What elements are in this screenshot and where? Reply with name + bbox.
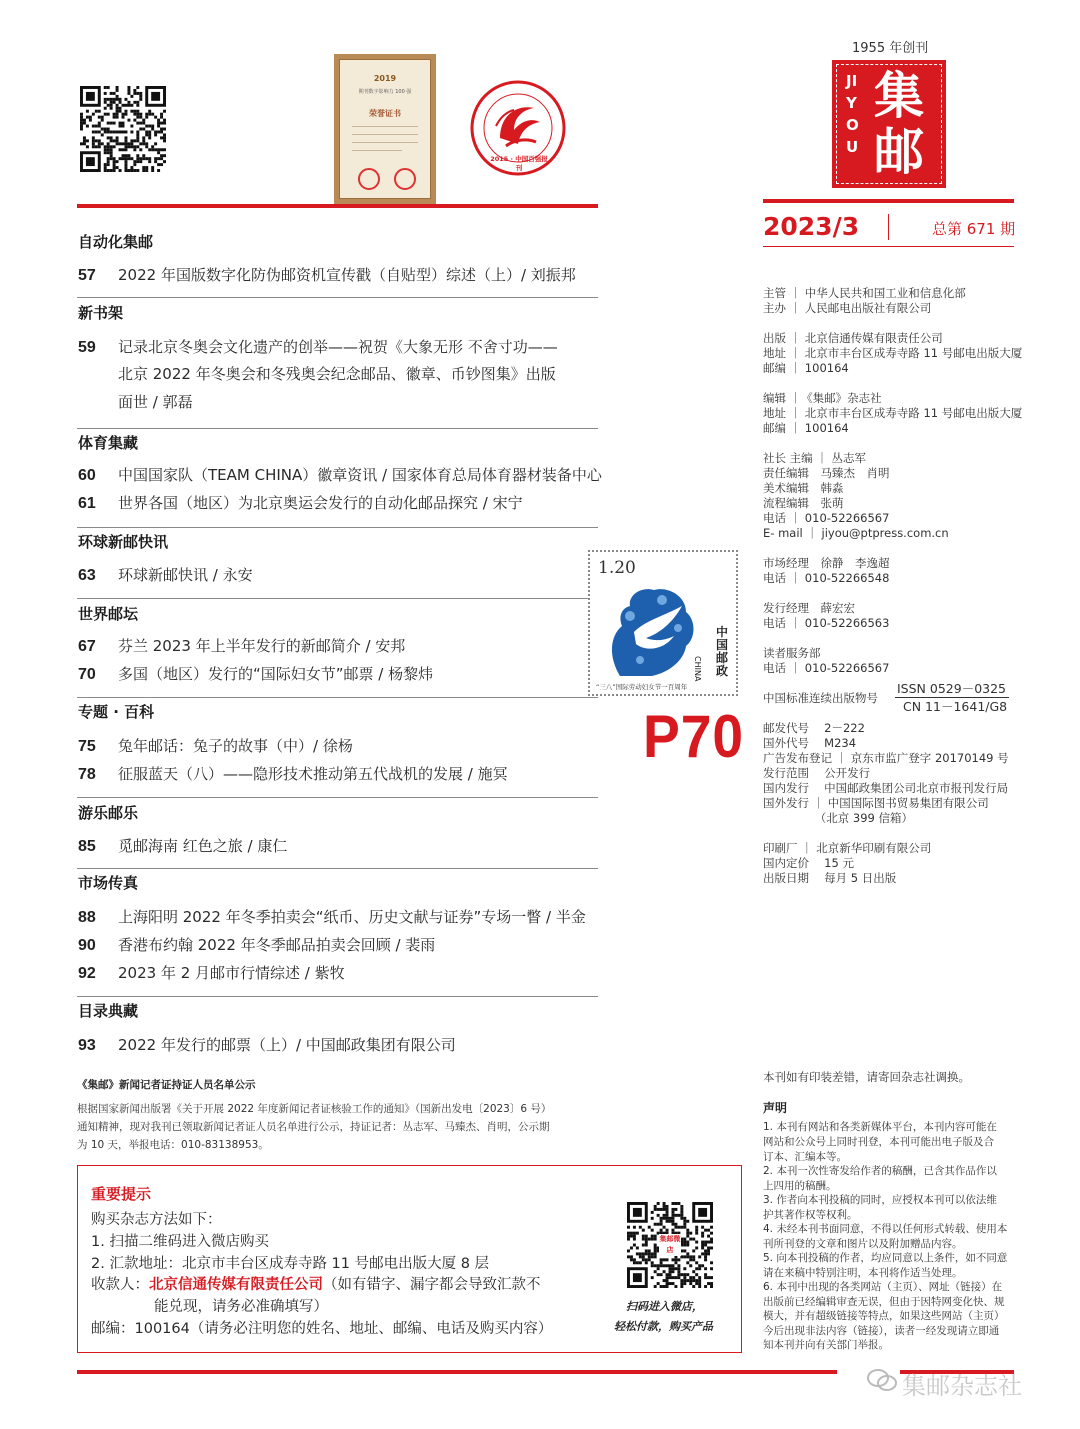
section-title: 专题 · 百科 (78, 703, 155, 721)
section-title: 体育集藏 (78, 434, 139, 452)
toc-entry-continued: 北京 2022 年冬奥会和冬残奥会纪念邮品、徽章、币钞图集》出版 (118, 365, 556, 383)
toc-entry[interactable]: 60 中国国家队（TEAM CHINA）徽章资讯 / 国家体育总局体育器材装备中心 (78, 466, 602, 484)
stamp-country-cn: 中国邮政 (716, 625, 729, 678)
notice-intro: 购买杂志方法如下： (91, 1212, 222, 1228)
info-line: 社长 主编 ｜ 丛志军 (763, 451, 866, 465)
press-card-line: 为 10 天，举报电话：010-83138953。 (77, 1139, 269, 1151)
press-card-line: 通知精神，现对我刊已领取新闻记者证人员名单进行公示，持证记者：丛志军、马臻杰、肖明，公示期 (77, 1121, 550, 1133)
info-line: 流程编辑 张萌 (763, 496, 844, 510)
red-seal-icon (394, 168, 416, 190)
toc-entry[interactable]: 93 2022 年发行的邮票（上）/ 中国邮政集团有限公司 (78, 1036, 456, 1054)
info-line: 电话 ｜ 010-52266567 (763, 511, 890, 525)
payee-line: 收款人：北京信通传媒有限责任公司（如有错字、漏字都会导致汇款不 (91, 1277, 541, 1293)
statement-title: 声明 (763, 1101, 788, 1115)
info-line: 主办 ｜ 人民邮电出版社有限公司 (763, 301, 932, 315)
section-title: 自动化集邮 (78, 233, 154, 251)
info-line: 国外发行 ｜ 中国国际图书贸易集团有限公司 (763, 796, 989, 810)
info-line: 邮发代号 2－222 (763, 721, 865, 735)
info-line: 邮编 ｜ 100164 (763, 361, 849, 375)
misprint-note: 本刊如有印装差错，请寄回杂志社调换。 (763, 1070, 970, 1084)
info-line: 出版日期 每月 5 日出版 (763, 871, 897, 885)
notice-line: 1. 扫描二维码进入微店购买 (91, 1234, 269, 1250)
info-line: 责任编辑 马臻杰 肖明 (763, 466, 890, 480)
emblem-text: 2015 · 中国百强报刊 (490, 155, 548, 172)
info-line: 国外代号 M234 (763, 736, 857, 750)
logo-text: 集邮 (874, 66, 924, 181)
info-line: 电话 ｜ 010-52266563 (763, 616, 890, 630)
info-line: 广告发布登记 ｜ 京东市监广登字 20170149 号 (763, 751, 1009, 765)
info-line: 邮编 ｜ 100164 (763, 421, 849, 435)
toc-entry[interactable]: 57 2022 年国版数字化防伪邮资机宣传戳（自贴型）综述（上）/ 刘振邦 (78, 266, 576, 284)
section-title: 目录典藏 (78, 1002, 139, 1020)
notice-postcode: 邮编：100164（请务必注明您的姓名、地址、邮编、电话及购买内容） (91, 1321, 553, 1337)
toc-entry[interactable]: 59 记录北京冬奥会文化遗产的创举——祝贺《大象无形 不舍寸功—— (78, 338, 558, 356)
toc-entry[interactable]: 78 征服蓝天（八）——隐形技术推动第五代战机的发展 / 施冥 (78, 765, 508, 783)
toc-entry[interactable]: 75 兔年邮话：兔子的故事（中）/ 徐杨 (78, 737, 353, 755)
info-line: 读者服务部 (763, 646, 821, 660)
info-line: 市场经理 徐静 李逸超 (763, 556, 890, 570)
section-title: 市场传真 (78, 874, 139, 892)
weidian-qr-code[interactable] (627, 1202, 713, 1288)
toc-entry[interactable]: 63 环球新邮快讯 / 永安 (78, 566, 253, 584)
honor-certificate (334, 54, 436, 204)
cn-number: CN 11－1641/G8 (903, 699, 1008, 714)
info-line: 地址 ｜ 北京市丰台区成寿寺路 11 号邮电出版大厦 (763, 406, 1023, 420)
total-issue: 总第 671 期 (932, 220, 1016, 238)
toc-entry[interactable]: 92 2023 年 2 月邮市行情综述 / 紫牧 (78, 964, 345, 982)
press-card-line: 根据国家新闻出版署《关于开展 2022 年度新闻记者证核验工作的通知》（国新出发电〔2023〕6 号） (77, 1103, 552, 1115)
info-line: 国内发行 中国邮政集团公司北京市报刊发行局 (763, 781, 1009, 795)
email-link[interactable]: E- mail ｜ jiyou@ptpress.com.cn (763, 526, 949, 540)
info-line: 编辑 ｜《集邮》杂志社 (763, 391, 882, 405)
watermark-text: 集邮杂志社 (902, 1372, 1022, 1400)
section-title: 新书架 (78, 304, 124, 322)
toc-entry[interactable]: 67 芬兰 2023 年上半年发行的新邮简介 / 安邦 (78, 637, 406, 655)
jiyou-logo (832, 60, 946, 188)
notice-line: 能兑现，请务必准确填写） (154, 1299, 328, 1315)
press-card-title: 《集邮》新闻记者证持证人员名单公示 (77, 1079, 256, 1091)
certificate-sub: 期刊数字影响力 100 强 (358, 89, 412, 95)
toc-entry-continued: 面世 / 郭磊 (118, 393, 193, 411)
stamp-caption: “三八”国际劳动妇女节一百周年 (596, 683, 688, 691)
certificate-year: 2019 (373, 74, 397, 83)
issue-number: 2023/3 (763, 212, 860, 241)
info-line: 出版 ｜ 北京信通传媒有限责任公司 (763, 331, 943, 345)
weidian-badge: 集邮微店 (659, 1235, 681, 1254)
page-reference: P70 (643, 703, 744, 770)
stamp-country-en: CHINA (693, 656, 702, 682)
qr-caption: 扫码进入微店， (626, 1300, 703, 1313)
qr-caption: 轻松付款，购买产品 (614, 1320, 713, 1333)
info-line: 电话 ｜ 010-52266548 (763, 571, 890, 585)
logo-pinyin: JIYOU (846, 72, 859, 156)
issn-number: ISSN 0529－0325 (897, 681, 1007, 696)
info-line: 主管 ｜ 中华人民共和国工业和信息化部 (763, 286, 966, 300)
founded-year: 1955 年创刊 (852, 41, 929, 56)
toc-entry[interactable]: 85 觅邮海南 红色之旅 / 康仁 (78, 837, 288, 855)
info-line: 国内定价 15 元 (763, 856, 854, 870)
notice-line: 2. 汇款地址：北京市丰台区成寿寺路 11 号邮电出版大厦 8 层 (91, 1256, 490, 1272)
notice-title: 重要提示 (91, 1185, 152, 1203)
info-line: 发行范围 公开发行 (763, 766, 871, 780)
jiyou-qr-code[interactable] (80, 86, 166, 172)
section-title: 环球新邮快讯 (78, 533, 169, 551)
red-seal-icon (358, 168, 380, 190)
issn-label: 中国标准连续出版物号 (763, 691, 878, 705)
info-line: （北京 399 信箱） (763, 811, 914, 825)
top-100-newspaper-emblem (470, 80, 566, 176)
toc-entry[interactable]: 88 上海阳明 2022 年冬季拍卖会“纸币、历史文献与证券”专场一瞥 / 半金 (78, 908, 586, 926)
section-title: 游乐邮乐 (78, 804, 139, 822)
info-line: 地址 ｜ 北京市丰台区成寿寺路 11 号邮电出版大厦 (763, 346, 1023, 360)
info-line: 印刷厂 ｜ 北京新华印刷有限公司 (763, 841, 932, 855)
stamp-value: 1.20 (598, 558, 636, 578)
toc-entry[interactable]: 61 世界各国（地区）为北京奥运会发行的自动化邮品探究 / 宋宁 (78, 494, 523, 512)
certificate-title: 荣誉证书 (369, 109, 401, 118)
info-line: 电话 ｜ 010-52266567 (763, 661, 890, 675)
toc-entry[interactable]: 90 香港布约翰 2022 年冬季邮品拍卖会回顾 / 裴雨 (78, 936, 436, 954)
info-line: 发行经理 薛宏宏 (763, 601, 855, 615)
payee-name: 北京信通传媒有限责任公司 (149, 1277, 323, 1293)
wechat-icon (866, 1368, 898, 1392)
toc-entry[interactable]: 70 多国（地区）发行的“国际妇女节”邮票 / 杨黎炜 (78, 665, 434, 683)
section-title: 世界邮坛 (78, 605, 139, 623)
info-line: 美术编辑 韩淼 (763, 481, 844, 495)
womens-day-stamp (588, 550, 738, 696)
